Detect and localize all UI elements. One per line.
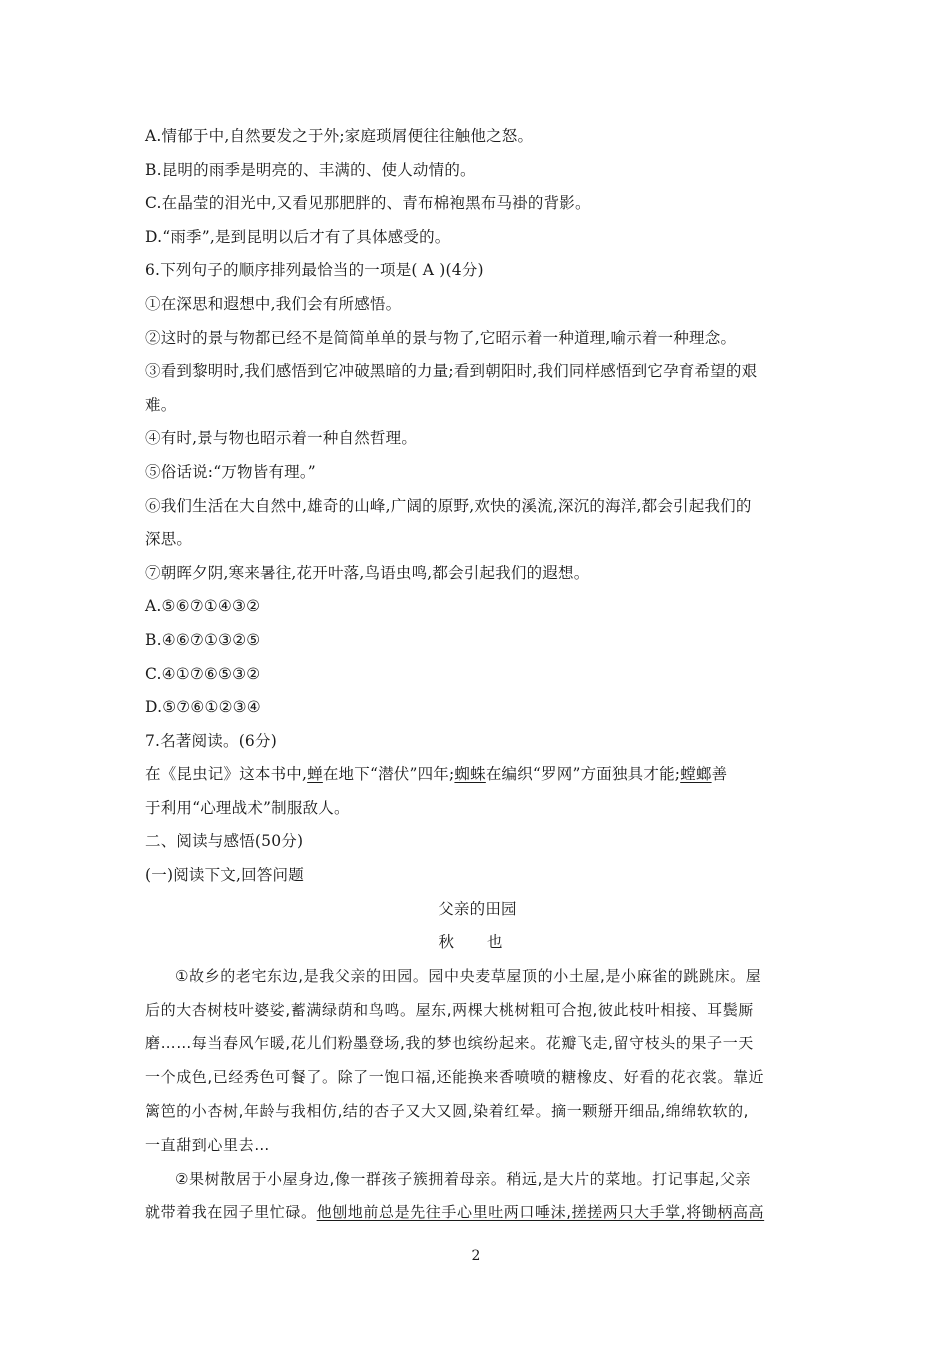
essay-text: 就带着我在园子里忙碌。	[145, 1203, 317, 1222]
essay-title: 父亲的田园	[438, 899, 517, 918]
sentence-5: ⑤俗话说:“万物皆有理。”	[145, 462, 316, 481]
essay-paragraph-line: ②果树散居于小屋身边,像一群孩子簇拥着母亲。稍远,是大片的菜地。打记事起,父亲	[175, 1169, 752, 1188]
sentence-1: ①在深思和遐想中,我们会有所感悟。	[145, 294, 402, 313]
question-7-answer-cont: 于利用“心理战术”制服敌人。	[145, 798, 350, 817]
answer-text: 在编织“罗网”方面独具才能;	[485, 765, 681, 784]
sentence-3-cont: 难。	[145, 395, 177, 414]
document-page	[145, 120, 810, 1230]
answer-cicada: 蝉	[307, 765, 323, 784]
essay-paragraph-line: 一个成色,已经秀色可餐了。除了一饱口福,还能换来香喷喷的糖橡皮、好看的花衣裳。靠近	[145, 1068, 765, 1087]
subsection-heading: (一)阅读下文,回答问题	[145, 866, 304, 885]
essay-paragraph-line: 磨……每当春风乍暖,花儿们粉墨登场,我的梦也缤纷起来。花瓣飞走,留守枝头的果子一天	[145, 1034, 754, 1053]
question-6: 6.下列句子的顺序排列最恰当的一项是( A )(4分)	[145, 261, 484, 280]
essay-paragraph-line	[145, 1196, 810, 1230]
section-heading: 二、阅读与感悟(50分)	[145, 832, 304, 851]
answer-spider: 蜘蛛	[454, 765, 486, 784]
answer-text: 在《昆虫记》这本书中,	[145, 765, 308, 784]
choice-c: C.④①⑦⑥⑤③②	[145, 664, 261, 683]
sentence-2: ②这时的景与物都已经不是简简单单的景与物了,它昭示着一种道理,喻示着一种理念。	[145, 328, 737, 347]
question-7-answer	[145, 758, 810, 792]
option-a: A.情郁于中,自然要发之于外;家庭琐屑便往往触他之怒。	[145, 127, 534, 145]
essay-author: 秋 也	[438, 933, 517, 952]
answer-text: 在地下“潜伏”四年;	[322, 765, 455, 784]
page-number: 2	[471, 1248, 481, 1264]
sentence-6-cont: 深思。	[145, 530, 193, 549]
essay-paragraph-line: 一直甜到心里去…	[145, 1135, 270, 1154]
sentence-3: ③看到黎明时,我们感悟到它冲破黑暗的力量;看到朝阳时,我们同样感悟到它孕育希望的艰	[145, 362, 758, 381]
option-b: B.昆明的雨季是明亮的、丰满的、使人动情的。	[145, 160, 476, 179]
choice-d: D.⑤⑦⑥①②③④	[145, 698, 261, 717]
sentence-4: ④有时,景与物也昭示着一种自然哲理。	[145, 429, 418, 448]
sentence-7: ⑦朝晖夕阴,寒来暑往,花开叶落,鸟语虫鸣,都会引起我们的遐想。	[145, 563, 590, 582]
essay-paragraph-line: ①故乡的老宅东边,是我父亲的田园。园中央麦草屋顶的小土屋,是小麻雀的跳跳床。屋	[175, 966, 762, 985]
sentence-6: ⑥我们生活在大自然中,雄奇的山峰,广阔的原野,欢快的溪流,深沉的海洋,都会引起我们的	[145, 496, 752, 515]
choice-a: A.⑤⑥⑦①④③②	[145, 597, 261, 616]
essay-paragraph-line: 篱笆的小杏树,年龄与我相仿,结的杏子又大又圆,染着红晕。摘一颗掰开细品,绵绵软软的,	[145, 1102, 750, 1121]
option-c: C.在晶莹的泪光中,又看见那肥胖的、青布棉袍黑布马褂的背影。	[145, 194, 591, 213]
question-7: 7.名著阅读。(6分)	[145, 731, 277, 750]
underlined-sentence: 他刨地前总是先往手心里吐两口唾沫,搓搓两只大手掌,将锄柄高高	[316, 1203, 765, 1222]
choice-b: B.④⑥⑦①③②⑤	[145, 630, 261, 649]
option-d: D.“雨季”,是到昆明以后才有了具体感受的。	[145, 227, 451, 246]
essay-paragraph-line: 后的大杏树枝叶婆娑,蓄满绿荫和鸟鸣。屋东,两棵大桃树粗可合抱,彼此枝叶相接、耳鬓厮	[145, 1000, 754, 1019]
answer-text: 善	[711, 765, 728, 784]
answer-mantis: 螳螂	[680, 765, 712, 784]
